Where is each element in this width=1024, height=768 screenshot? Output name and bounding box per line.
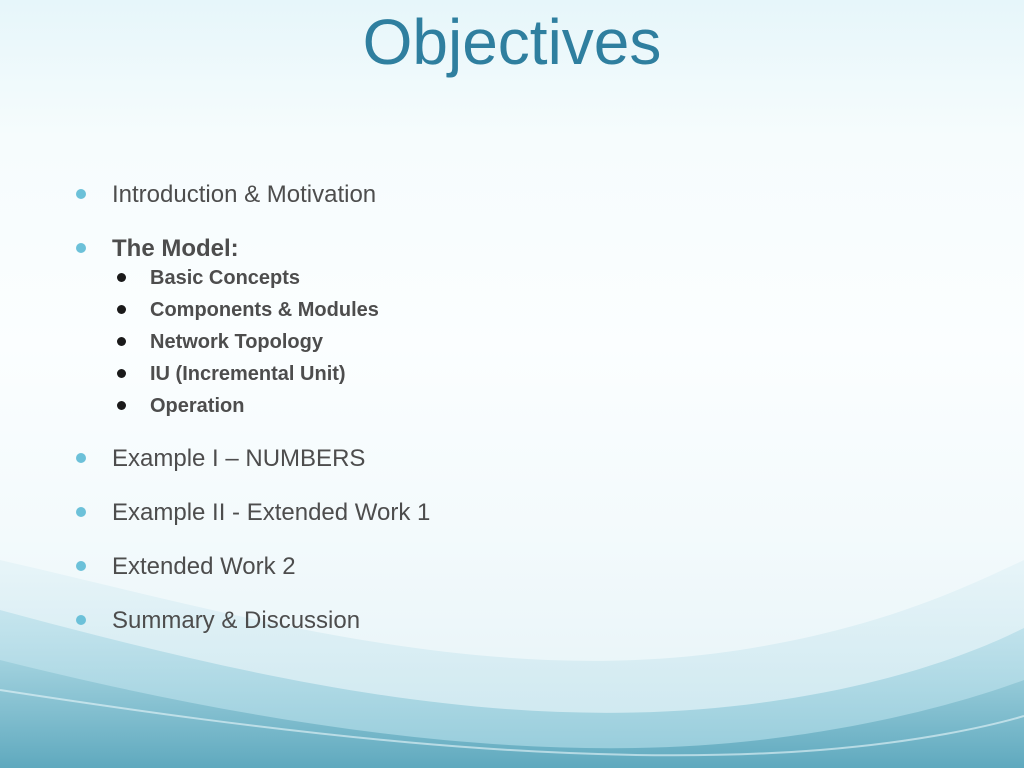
bullet-item-introduction bbox=[72, 178, 952, 212]
sub-bullet-list bbox=[112, 262, 952, 422]
bullet-label: Example II - Extended Work 1 bbox=[112, 499, 431, 526]
bullet-dot-icon bbox=[76, 243, 86, 253]
sub-bullet-label: IU (Incremental Unit) bbox=[150, 363, 346, 385]
bullet-list bbox=[72, 178, 952, 658]
sub-bullet-item bbox=[112, 390, 952, 422]
bullet-dot-icon bbox=[76, 561, 86, 571]
sub-bullet-item bbox=[112, 262, 952, 294]
sub-bullet-label: Basic Concepts bbox=[150, 267, 301, 289]
bullet-dot-icon bbox=[76, 507, 86, 517]
sub-bullet-item bbox=[112, 326, 952, 358]
sub-bullet-item bbox=[112, 358, 952, 390]
bullet-label: Example I – NUMBERS bbox=[112, 445, 366, 472]
bullet-item-extended-work-2 bbox=[72, 550, 952, 584]
sub-bullet-dot-icon bbox=[117, 273, 126, 282]
sub-bullet-label: Network Topology bbox=[150, 331, 323, 353]
bullet-dot-icon bbox=[76, 615, 86, 625]
bullet-label: Introduction & Motivation bbox=[112, 181, 377, 208]
sub-bullet-label: Components & Modules bbox=[150, 299, 379, 321]
sub-bullet-dot-icon bbox=[117, 305, 126, 314]
bullet-item-the-model bbox=[72, 232, 952, 422]
bullet-label: The Model: bbox=[112, 235, 239, 262]
bullet-item-example-2 bbox=[72, 496, 952, 530]
bullet-label: Summary & Discussion bbox=[112, 607, 361, 634]
bullet-item-example-1 bbox=[72, 442, 952, 476]
sub-bullet-dot-icon bbox=[117, 337, 126, 346]
sub-bullet-label: Operation bbox=[150, 395, 245, 417]
slide-title: Objectives bbox=[362, 6, 662, 78]
sub-bullet-item bbox=[112, 294, 952, 326]
bullet-dot-icon bbox=[76, 453, 86, 463]
bullet-item-summary bbox=[72, 604, 952, 638]
sub-bullet-dot-icon bbox=[117, 369, 126, 378]
bullet-dot-icon bbox=[76, 189, 86, 199]
sub-bullet-dot-icon bbox=[117, 401, 126, 410]
bullet-label: Extended Work 2 bbox=[112, 553, 296, 580]
